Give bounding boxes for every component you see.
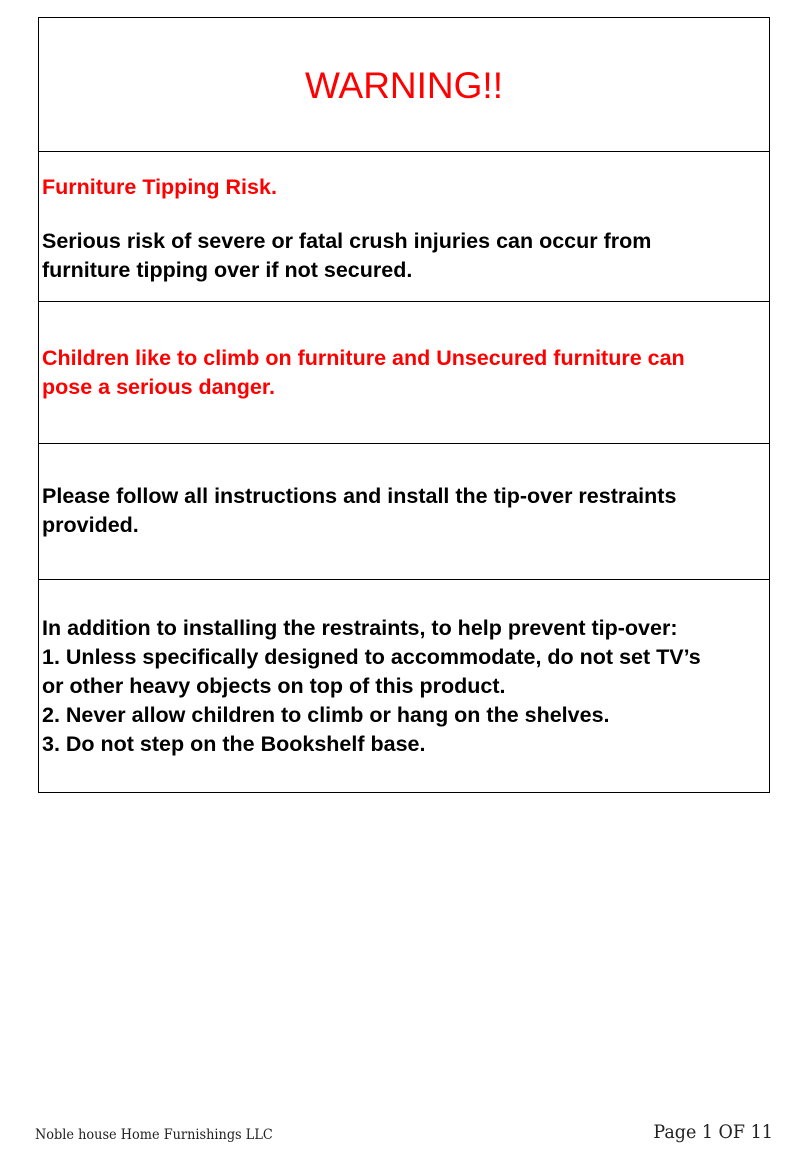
prevention-intro: In addition to installing the restraints, to help prevent tip-over: <box>42 616 678 640</box>
children-climb-line: pose a serious danger. <box>42 375 276 399</box>
warning-table <box>38 17 770 793</box>
instructions-line: provided. <box>42 513 139 537</box>
instructions-text <box>42 482 759 540</box>
prevention-item: 3. Do not step on the Bookshelf base. <box>42 732 426 756</box>
tipping-risk-body-line: Serious risk of severe or fatal crush injuries can occur from <box>42 229 652 253</box>
tipping-risk-heading: Furniture Tipping Risk. <box>42 175 277 199</box>
tipping-risk-body <box>42 227 759 285</box>
prevention-row <box>39 579 769 792</box>
children-climb-line: Children like to climb on furniture and Unsecured furniture can <box>42 346 685 370</box>
instructions-row <box>39 443 769 579</box>
warning-title: WARNING!! <box>304 65 503 106</box>
children-climb-row <box>39 301 769 443</box>
prevention-item: 1. Unless specifically designed to accommodate, do not set TV’s <box>42 645 701 669</box>
instructions-line: Please follow all instructions and install the tip-over restraints <box>42 484 677 508</box>
prevention-item: 2. Never allow children to climb or hang on the shelves. <box>42 703 610 727</box>
warning-title-row <box>39 18 769 151</box>
footer-page-number: Page 1 OF 11 <box>653 1121 773 1143</box>
prevention-list <box>42 614 763 759</box>
tipping-risk-body-line: furniture tipping over if not secured. <box>42 258 413 282</box>
footer-company: Noble house Home Furnishings LLC <box>35 1127 273 1143</box>
tipping-risk-row <box>39 151 769 301</box>
children-climb-text <box>42 344 759 402</box>
prevention-item: or other heavy objects on top of this product. <box>42 674 506 698</box>
